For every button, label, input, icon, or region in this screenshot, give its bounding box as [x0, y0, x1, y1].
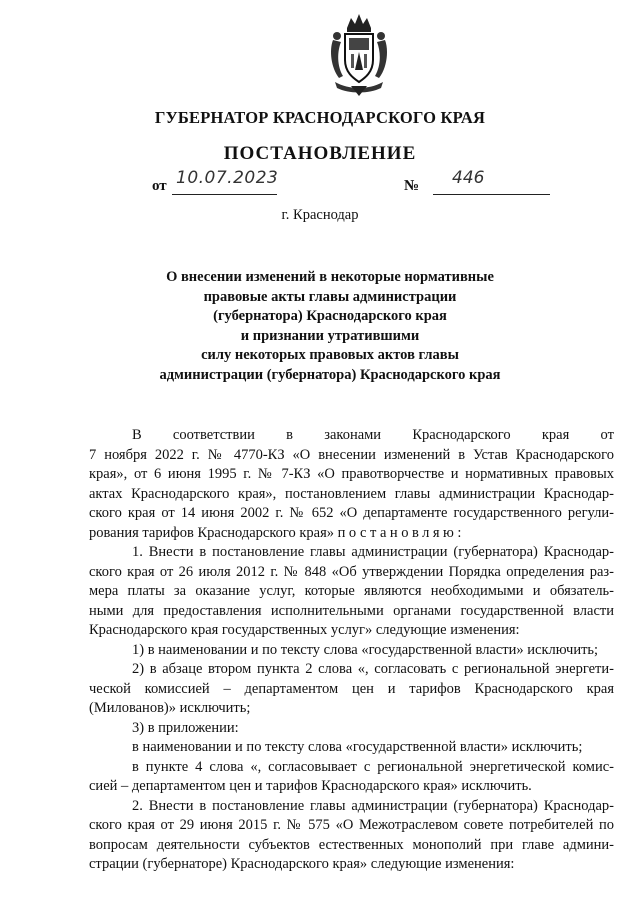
document-type-heading: ПОСТАНОВЛЕНИЕ	[223, 143, 417, 164]
resolution-word: постановляю:	[337, 524, 465, 541]
body-line: 2. Внести в постановление главы администрации (губернатора) Краснодар-	[132, 797, 614, 814]
document-body	[89, 426, 614, 875]
coat-of-arms-emblem	[325, 10, 393, 96]
body-line: 2) в абзаце втором пункта 2 слова «, согласовать с региональной энергети-	[132, 661, 614, 677]
body-line: 1. Внести в постановление главы администрации (губернатора) Краснодар-	[132, 544, 614, 560]
number-label: №	[404, 178, 420, 194]
body-line: ского края от 26 июля 2012 г. № 848 «Об утверждении Порядка определения раз-	[89, 563, 614, 580]
preamble-first-line: В соответствии в законами Краснодарского края от	[132, 427, 614, 443]
body-line: края», от 6 июня 1995 г. № 7-КЗ «О правотворчестве и нормативных правовых	[89, 466, 614, 482]
handwritten-number: 446	[452, 168, 485, 188]
body-line: сией – департаментом цен и тарифов Краснодарского края» исключить.	[89, 778, 532, 794]
title-line: правовые акты главы администрации	[203, 288, 457, 305]
body-line: ными для предоставления исполнительными органами государственной власти	[89, 602, 614, 619]
title-line: и признании утратившими	[240, 327, 420, 344]
issuer-heading: ГУБЕРНАТОР КРАСНОДАРСКОГО КРАЯ	[154, 108, 486, 127]
body-line: мера платы за оказание услуг, которые являются необходимыми и обязатель-	[89, 583, 614, 599]
document-title	[150, 268, 510, 385]
body-line: (Милованов)» исключить;	[89, 700, 251, 716]
body-line: ческой комиссией – департаментом цен и тарифов Краснодарского края	[89, 680, 614, 697]
handwritten-date: 10.07.2023	[176, 168, 279, 188]
body-line: 1) в наименовании и по тексту слова «государственной власти» исключить;	[132, 641, 599, 658]
body-line: 7 ноября 2022 г. № 4770-КЗ «О внесении изменений в Устав Краснодарского	[89, 446, 614, 463]
body-line: вопросам деятельности субъектов естественных монополий при главе админи-	[89, 836, 614, 853]
body-line: в пункте 4 слова «, согласовывает с региональной энергетической комис-	[132, 758, 614, 775]
body-line: Краснодарского края государственных услуг» следующие изменения:	[89, 622, 520, 638]
title-line: силу некоторых правовых актов главы	[201, 347, 459, 363]
number-underline	[433, 172, 550, 195]
title-line: администрации (губернатора) Краснодарского края	[159, 366, 501, 383]
body-line: в наименовании и по тексту слова «государственной власти» исключить;	[132, 739, 583, 755]
body-line: рования тарифов Краснодарского края» постановляю:	[89, 524, 465, 541]
body-line: ского края от 29 июня 2015 г. № 575 «О Межотраслевом совете потребителей по	[89, 817, 614, 833]
body-line: 3) в приложении:	[132, 719, 239, 736]
title-line: (губернатора) Краснодарского края	[213, 308, 447, 324]
city-line: г. Краснодар	[281, 207, 359, 223]
body-line: ского края от 14 июня 2002 г. № 652 «О департаменте государственного регули-	[89, 505, 614, 521]
date-label: от	[152, 178, 167, 194]
body-line: страции (губернаторе) Краснодарского края» следующие изменения:	[89, 856, 515, 872]
body-line: актах Краснодарского края», постановлением главы администрации Краснодар-	[89, 485, 614, 502]
title-line: О внесении изменений в некоторые нормативные	[166, 269, 494, 285]
